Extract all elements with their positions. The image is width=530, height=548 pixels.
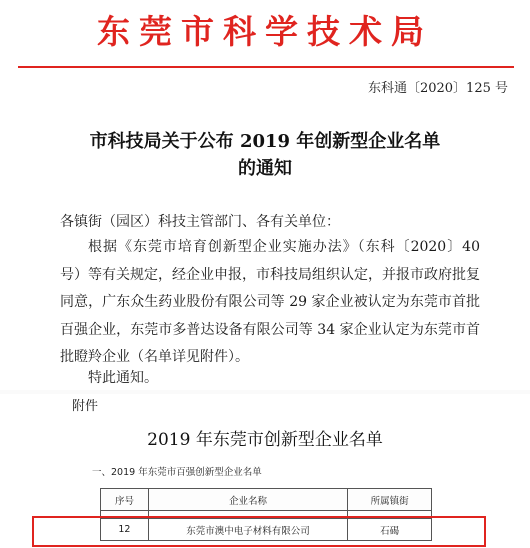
cell-seq: 12: [101, 519, 149, 541]
cell-town: 石碣: [348, 519, 432, 541]
document-title-line-2: 的通知: [238, 158, 292, 179]
page-break: [0, 390, 530, 394]
body-text: [60, 234, 480, 372]
body-paragraph: 根据《东莞市培育创新型企业实施办法》（东科〔2020〕40 号）等有关规定，经企业申报，市科技局组织认定，并报市政府批复同意，广东众生药业股份有限公司等 29 家企业被认定为东莞市首批百强企业，东莞市多普达设备有限公司等 34 家企业认定为东莞市首批瞪羚企业（名单详见附件）。: [60, 239, 480, 365]
document-title: [30, 128, 500, 182]
document-title-line-1: 市科技局关于公布 2019 年创新型企业名单: [89, 131, 441, 152]
header-seq: 序号: [101, 489, 149, 511]
header-town: 所属镇街: [348, 489, 432, 511]
issuing-authority-title: 东莞市科学技术局: [97, 12, 433, 51]
attachment-title: 2019 年东莞市创新型企业名单: [147, 430, 383, 450]
closing-text: 特此通知。: [88, 370, 158, 386]
cell-company-name: 东莞市澳中电子材料有限公司: [148, 519, 347, 541]
salutation: 各镇街（园区）科技主管部门、各有关单位：: [60, 214, 340, 230]
highlight-box: [32, 516, 486, 547]
red-header-rule: [18, 66, 514, 68]
table-header-row: [101, 489, 432, 511]
header-company-name: 企业名称: [148, 489, 347, 511]
attachment-label: 附件: [72, 399, 99, 414]
section-label: 一、2019 年东莞市百强创新型企业名单: [92, 467, 262, 478]
document-number: 东科通〔2020〕125 号: [367, 81, 508, 96]
